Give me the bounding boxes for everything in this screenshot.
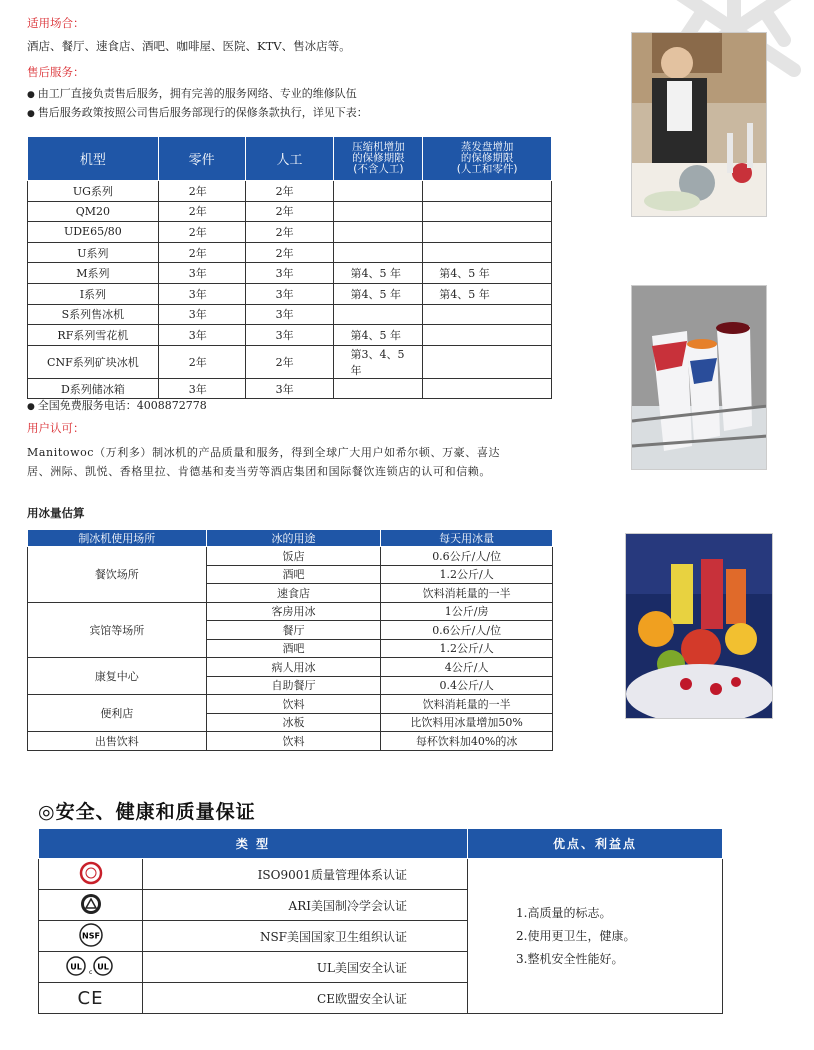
header-place: 制冰机使用场所 — [28, 530, 207, 547]
hotline: ● 全国免费服务电话：4008872778 — [27, 397, 207, 413]
quality-heading: ◎安全、健康和质量保证 — [38, 801, 256, 823]
benefit-item: 1.高质量的标志。 — [516, 905, 612, 920]
ice-amount-cell: 饮料消耗量的一半 — [381, 695, 553, 714]
ice-place-cell: 康复中心 — [28, 658, 207, 695]
ice-usage-cell: 餐厅 — [206, 621, 381, 640]
warranty-cell: M系列 — [28, 263, 159, 284]
warranty-cell: 2年 — [158, 242, 245, 263]
ice-amount-cell: 0.6公斤/人/位 — [381, 547, 553, 566]
iso-icon — [39, 859, 143, 890]
warranty-cell: 2年 — [245, 181, 334, 202]
warranty-cell: 2年 — [158, 345, 245, 378]
cert-row — [39, 859, 723, 890]
header-usage: 冰的用途 — [206, 530, 381, 547]
venues-heading: 适用场合： — [27, 16, 85, 30]
warranty-cell: 2年 — [245, 345, 334, 378]
warranty-cell: 第4、5 年 — [423, 263, 552, 284]
drink-cups-photo — [631, 285, 767, 470]
nsf-logo-text: NSF — [81, 931, 100, 940]
warranty-row — [28, 242, 552, 263]
ice-usage-table — [27, 529, 553, 751]
quality-table — [38, 828, 723, 1014]
cert-name: CE欧盟安全认证 — [143, 983, 468, 1014]
ice-row — [28, 732, 553, 751]
warranty-cell: QM20 — [28, 201, 159, 222]
warranty-cell: 3年 — [245, 325, 334, 346]
ice-amount-cell: 1.2公斤/人 — [381, 639, 553, 658]
cert-name: ISO9001质量管理体系认证 — [143, 859, 468, 890]
service-heading: 售后服务： — [27, 65, 85, 79]
warranty-cell: D系列储冰箱 — [28, 378, 159, 399]
recognition-text-line1: Manitowoc（万利多）制冰机的产品质量和服务，得到全球广大用户如希尔顿、万豪、喜达 — [27, 446, 501, 459]
ice-amount-cell: 4公斤/人 — [381, 658, 553, 677]
warranty-cell: 第4、5 年 — [423, 283, 552, 304]
warranty-cell: 3年 — [158, 304, 245, 325]
warranty-cell — [423, 345, 552, 378]
ice-amount-cell: 比饮料用冰量增加50% — [381, 713, 553, 732]
warranty-cell: 3年 — [158, 378, 245, 399]
ice-row — [28, 695, 553, 714]
ice-usage-cell: 饮料 — [206, 695, 381, 714]
ice-usage-cell: 酒吧 — [206, 639, 381, 658]
warranty-row — [28, 263, 552, 284]
warranty-cell: 3年 — [158, 325, 245, 346]
warranty-table — [27, 136, 552, 399]
warranty-cell — [423, 304, 552, 325]
warranty-row — [28, 181, 552, 202]
header-model: 机型 — [28, 137, 159, 181]
warranty-cell: 2年 — [245, 222, 334, 243]
warranty-row — [28, 304, 552, 325]
warranty-cell: 第4、5 年 — [334, 325, 423, 346]
ice-place-cell: 餐饮场所 — [28, 547, 207, 603]
ari-icon — [39, 890, 143, 921]
warranty-cell: 第3、4、5 年 — [334, 345, 423, 378]
svg-text:c: c — [88, 968, 92, 976]
warranty-cell: 2年 — [158, 181, 245, 202]
warranty-cell: UDE65/80 — [28, 222, 159, 243]
header-evaporator: 蒸发盘增加 的保修期限 (人工和零件) — [423, 137, 552, 181]
ice-usage-cell: 饭店 — [206, 547, 381, 566]
warranty-row — [28, 201, 552, 222]
warranty-cell — [334, 222, 423, 243]
quality-header-row — [39, 829, 723, 859]
warranty-row — [28, 378, 552, 399]
warranty-row — [28, 345, 552, 378]
ce-logo-text: CE — [77, 987, 104, 1009]
warranty-cell — [423, 325, 552, 346]
venues-text: 酒店、餐厅、速食店、酒吧、咖啡屋、医院、KTV、售冰店等。 — [27, 39, 351, 53]
warranty-cell: 3年 — [245, 378, 334, 399]
recognition-heading: 用户认可： — [27, 421, 85, 435]
ice-row — [28, 658, 553, 677]
ice-table-title: 用冰量估算 — [27, 506, 85, 520]
ice-usage-cell: 自助餐厅 — [206, 676, 381, 695]
ice-amount-cell: 每杯饮料加40%的冰 — [381, 732, 553, 751]
ice-usage-cell: 病人用冰 — [206, 658, 381, 677]
ice-row — [28, 602, 553, 621]
warranty-cell: 2年 — [245, 201, 334, 222]
warranty-cell: 3年 — [158, 283, 245, 304]
warranty-cell — [423, 378, 552, 399]
ice-usage-cell: 饮料 — [206, 732, 381, 751]
benefit-item: 2.使用更卫生，健康。 — [516, 928, 636, 943]
warranty-row — [28, 325, 552, 346]
benefits-cell — [468, 859, 723, 1014]
header-benefits: 优点、利益点 — [468, 829, 723, 859]
benefit-item: 3.整机安全性能好。 — [516, 951, 624, 966]
service-item: ● 由工厂直接负责售后服务，拥有完善的服务网络、专业的维修队伍 — [27, 85, 357, 101]
warranty-cell: 第4、5 年 — [334, 263, 423, 284]
ul-logo-text: UL — [69, 962, 82, 971]
header-type: 类 型 — [39, 829, 468, 859]
header-labor: 人工 — [245, 137, 334, 181]
warranty-cell — [334, 304, 423, 325]
warranty-cell: UG系列 — [28, 181, 159, 202]
ice-usage-cell: 酒吧 — [206, 565, 381, 584]
ce-icon — [39, 983, 143, 1014]
ice-amount-cell: 0.6公斤/人/位 — [381, 621, 553, 640]
header-amount: 每天用冰量 — [381, 530, 553, 547]
warranty-cell: 3年 — [245, 263, 334, 284]
recognition-text-line2: 居、洲际、凯悦、香格里拉、肯德基和麦当劳等酒店集团和国际餐饮连锁店的认可和信赖。 — [27, 465, 491, 478]
ice-usage-cell: 冰板 — [206, 713, 381, 732]
ice-amount-cell: 饮料消耗量的一半 — [381, 584, 553, 603]
warranty-cell: 2年 — [245, 242, 334, 263]
ice-place-cell: 出售饮料 — [28, 732, 207, 751]
warranty-cell: I系列 — [28, 283, 159, 304]
warranty-cell: 3年 — [245, 283, 334, 304]
warranty-cell: 2年 — [158, 201, 245, 222]
warranty-cell: U系列 — [28, 242, 159, 263]
header-compressor: 压缩机增加 的保修期限 (不含人工) — [334, 137, 423, 181]
warranty-header-row — [28, 137, 552, 181]
warranty-cell: CNF系列矿块冰机 — [28, 345, 159, 378]
ice-amount-cell: 1.2公斤/人 — [381, 565, 553, 584]
cert-name: UL美国安全认证 — [143, 952, 468, 983]
warranty-cell — [334, 378, 423, 399]
warranty-cell: 3年 — [245, 304, 334, 325]
ice-place-cell: 便利店 — [28, 695, 207, 732]
cert-name: ARI美国制冷学会认证 — [143, 890, 468, 921]
warranty-cell — [423, 201, 552, 222]
warranty-cell — [423, 222, 552, 243]
warranty-cell: S系列售冰机 — [28, 304, 159, 325]
warranty-cell: 2年 — [158, 222, 245, 243]
warranty-row — [28, 283, 552, 304]
ice-usage-cell: 速食店 — [206, 584, 381, 603]
ice-usage-cell: 客房用冰 — [206, 602, 381, 621]
header-parts: 零件 — [158, 137, 245, 181]
ice-place-cell: 宾馆等场所 — [28, 602, 207, 658]
warranty-cell: 3年 — [158, 263, 245, 284]
ul-logo-text: UL — [96, 962, 109, 971]
ice-amount-cell: 1公斤/房 — [381, 602, 553, 621]
warranty-row — [28, 222, 552, 243]
ice-amount-cell: 0.4公斤/人 — [381, 676, 553, 695]
waiter-photo — [631, 32, 767, 217]
ul-icon — [39, 952, 143, 983]
warranty-cell — [334, 181, 423, 202]
warranty-cell — [423, 181, 552, 202]
warranty-cell: RF系列雪花机 — [28, 325, 159, 346]
nsf-icon — [39, 921, 143, 952]
warranty-cell: 第4、5 年 — [334, 283, 423, 304]
warranty-cell — [334, 242, 423, 263]
ice-header-row — [28, 530, 553, 547]
fruit-drinks-photo — [625, 533, 773, 719]
cert-name: NSF美国国家卫生组织认证 — [143, 921, 468, 952]
ice-row — [28, 547, 553, 566]
service-item: ● 售后服务政策按照公司售后服务部现行的保修条款执行，详见下表： — [27, 104, 368, 120]
warranty-cell — [334, 201, 423, 222]
warranty-cell — [423, 242, 552, 263]
